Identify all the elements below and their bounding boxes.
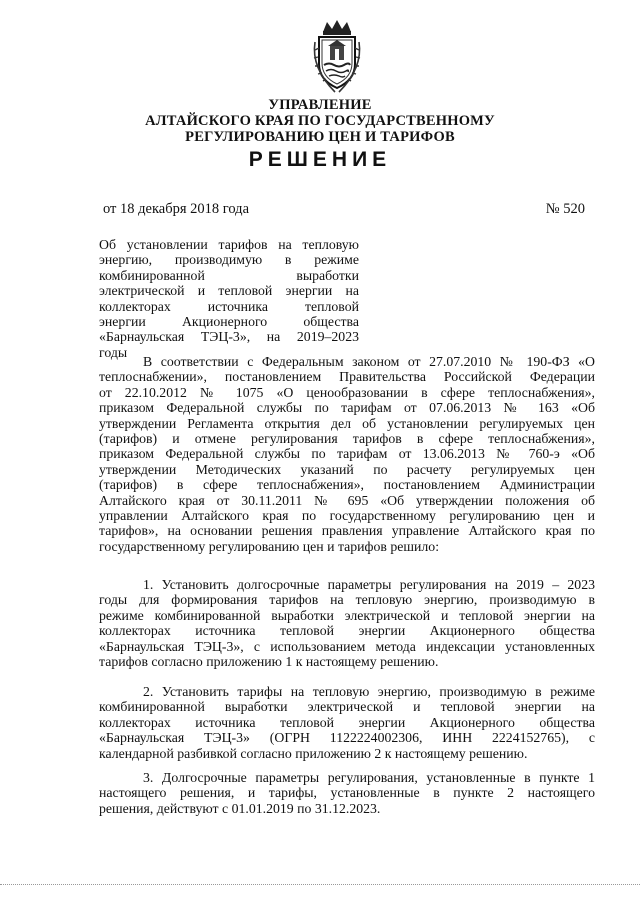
preamble-line: управлении Алтайского края по государственному регулированию цен и bbox=[99, 508, 595, 524]
document-date: от 18 декабря 2018 года bbox=[103, 201, 249, 217]
document-subject bbox=[99, 237, 359, 360]
preamble-line: В соответствии с Федеральным законом от 27.07.2010 № 190-ФЗ «О bbox=[143, 354, 595, 369]
org-name-line-1: УПРАВЛЕНИЕ bbox=[268, 97, 372, 113]
preamble-line: государственному регулированию цен и тарифов bbox=[99, 538, 387, 554]
decision-item-3 bbox=[99, 770, 595, 816]
decision-item-1 bbox=[99, 577, 595, 669]
preamble-line: тарифов», на основании решения правления управление Алтайского края по bbox=[99, 523, 595, 539]
item-line: «Барнаульская ТЭЦ-3» (ОГРН 1122224002306, ИНН 2224152765), с bbox=[99, 730, 595, 746]
preamble-line: утверждении Методических указаний по расчету регулируемых цен bbox=[99, 461, 595, 477]
org-name-line-2: АЛТАЙСКОГО КРАЯ ПО ГОСУДАРСТВЕННОМУ bbox=[145, 113, 495, 129]
subject-line: энергии Акционерного общества bbox=[99, 314, 359, 330]
preamble-line: от 22.10.2012 № 1075 «О ценообразовании в сфере теплоснабжения», bbox=[99, 384, 595, 400]
preamble-line: (тарифов) в сфере теплоснабжения», постановлением Администрации bbox=[99, 477, 595, 493]
preamble-paragraph bbox=[99, 354, 595, 554]
item-line: тарифов согласно приложению 1 к настоящему решению. bbox=[99, 654, 439, 670]
subject-line: электрической и тепловой энергии на bbox=[99, 283, 359, 299]
document-title: РЕШЕНИЕ bbox=[248, 148, 392, 171]
item-line: 3. Долгосрочные параметры регулирования, установленные в пункте 1 bbox=[143, 770, 595, 785]
item-line: коллекторах источника тепловой энергии Акционерного общества bbox=[99, 623, 595, 639]
decision-item-2 bbox=[99, 684, 595, 761]
item-line: календарной разбивкой согласно приложению 2 к настоящему решению. bbox=[99, 745, 528, 761]
item-line: коллекторах источника тепловой энергии Акционерного общества bbox=[99, 714, 595, 730]
item-line: «Барнаульская ТЭЦ-3», с использованием метода индексации установленных bbox=[99, 638, 595, 654]
item-line: 2. Установить тарифы на тепловую энергию, производимую в режиме bbox=[143, 684, 595, 699]
subject-line: энергию, производимую в режиме bbox=[99, 252, 359, 268]
preamble-line: приказом Федеральной службы по тарифам от 07.06.2013 № 163 «Об bbox=[99, 400, 595, 416]
preamble-line: теплоснабжении», постановлением Правительства Российской Федерации bbox=[99, 369, 595, 385]
decided-word: решило: bbox=[390, 538, 440, 554]
item-line: режиме комбинированной выработки электрической и тепловой энергии на bbox=[99, 607, 595, 623]
item-line: 1. Установить долгосрочные параметры регулирования на 2019 – 2023 bbox=[143, 577, 595, 592]
preamble-line: (тарифов) и отмене регулирования тарифов в сфере теплоснабжения», bbox=[99, 431, 595, 447]
subject-line: годы bbox=[99, 344, 128, 360]
page-bottom-divider bbox=[0, 884, 640, 885]
preamble-line: утверждении Регламента открытия дел об установлении регулируемых цен bbox=[99, 415, 595, 431]
item-line: комбинированной выработки электрической и тепловой энергии на bbox=[99, 699, 595, 715]
coat-of-arms-icon bbox=[309, 18, 365, 94]
preamble-line: приказом Федеральной службы по тарифам от 13.06.2013 № 760-э «Об bbox=[99, 446, 595, 462]
preamble-line: Алтайского края от 30.11.2011 № 695 «Об утверждении положения об bbox=[99, 492, 595, 508]
item-line: годы для формирования тарифов на тепловую энергию, производимую в bbox=[99, 592, 595, 608]
subject-line: «Барнаульская ТЭЦ-3», на 2019–2023 bbox=[99, 329, 359, 345]
item-line: решения, действуют с 01.01.2019 по 31.12.2023. bbox=[99, 800, 381, 816]
subject-line: комбинированной выработки bbox=[99, 267, 359, 283]
subject-line: коллекторах источника тепловой bbox=[99, 298, 359, 314]
subject-line: Об установлении тарифов на тепловую bbox=[99, 237, 359, 252]
org-name-line-3: РЕГУЛИРОВАНИЮ ЦЕН И ТАРИФОВ bbox=[185, 129, 455, 145]
document-number: № 520 bbox=[545, 201, 585, 217]
item-line: настоящего решения, и тарифы, установленные в пункте 2 настоящего bbox=[99, 785, 595, 801]
